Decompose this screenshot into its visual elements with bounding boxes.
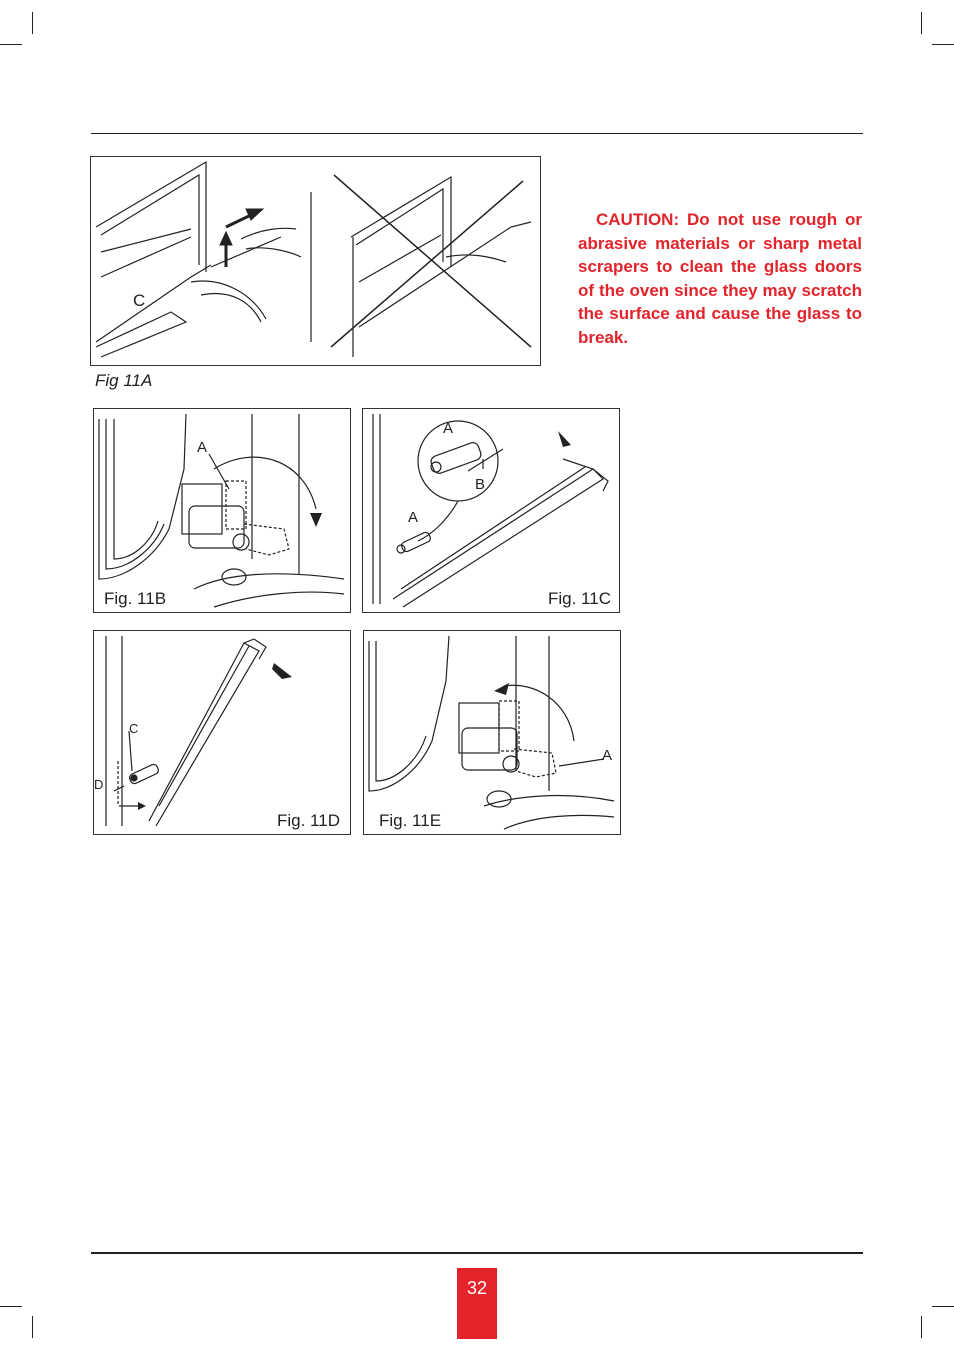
figure-11c-label-a-top: A xyxy=(443,420,454,437)
crop-mark xyxy=(0,44,22,45)
crop-mark xyxy=(932,44,954,45)
crop-mark xyxy=(932,1306,954,1307)
crop-mark xyxy=(32,12,33,34)
figure-11e-label-a: A xyxy=(602,747,613,764)
figure-11b xyxy=(93,408,351,613)
figure-11d-label-c: C xyxy=(129,721,139,736)
crop-mark xyxy=(32,1316,33,1338)
figure-11c-drawing xyxy=(363,409,619,612)
figure-11e-drawing xyxy=(364,631,620,834)
figure-11c-label-a-bottom: A xyxy=(408,509,419,526)
figure-11d-caption: Fig. 11D xyxy=(277,811,340,830)
caution-text: CAUTION: Do not use rough or abrasive materials or sharp metal scrapers to clean the glass doors of the oven since they may scratch the surface and cause the glass to break. xyxy=(578,210,862,347)
figure-11b-label-a: A xyxy=(197,439,208,456)
figure-11c xyxy=(362,408,620,613)
figure-11e-caption: Fig. 11E xyxy=(379,811,442,830)
footer-rule xyxy=(91,1252,863,1254)
figure-11b-caption: Fig. 11B xyxy=(104,589,167,608)
figure-11a-label-c: C xyxy=(133,291,146,310)
page-number: 32 xyxy=(466,1278,488,1298)
page-number-badge xyxy=(457,1268,497,1339)
figure-11a-caption: Fig 11A xyxy=(95,371,153,390)
crop-mark xyxy=(921,12,922,34)
header-rule xyxy=(91,133,863,134)
figure-11c-caption: Fig. 11C xyxy=(548,589,611,608)
figure-11b-drawing xyxy=(94,409,350,612)
figure-11e xyxy=(363,630,621,835)
figure-11d xyxy=(93,630,351,835)
figure-11a xyxy=(90,156,541,366)
figure-11d-label-d: D xyxy=(94,777,104,792)
crop-mark xyxy=(921,1316,922,1338)
figure-11a-drawing xyxy=(91,157,540,365)
figure-11c-label-b: B xyxy=(475,476,486,493)
crop-mark xyxy=(0,1306,22,1307)
